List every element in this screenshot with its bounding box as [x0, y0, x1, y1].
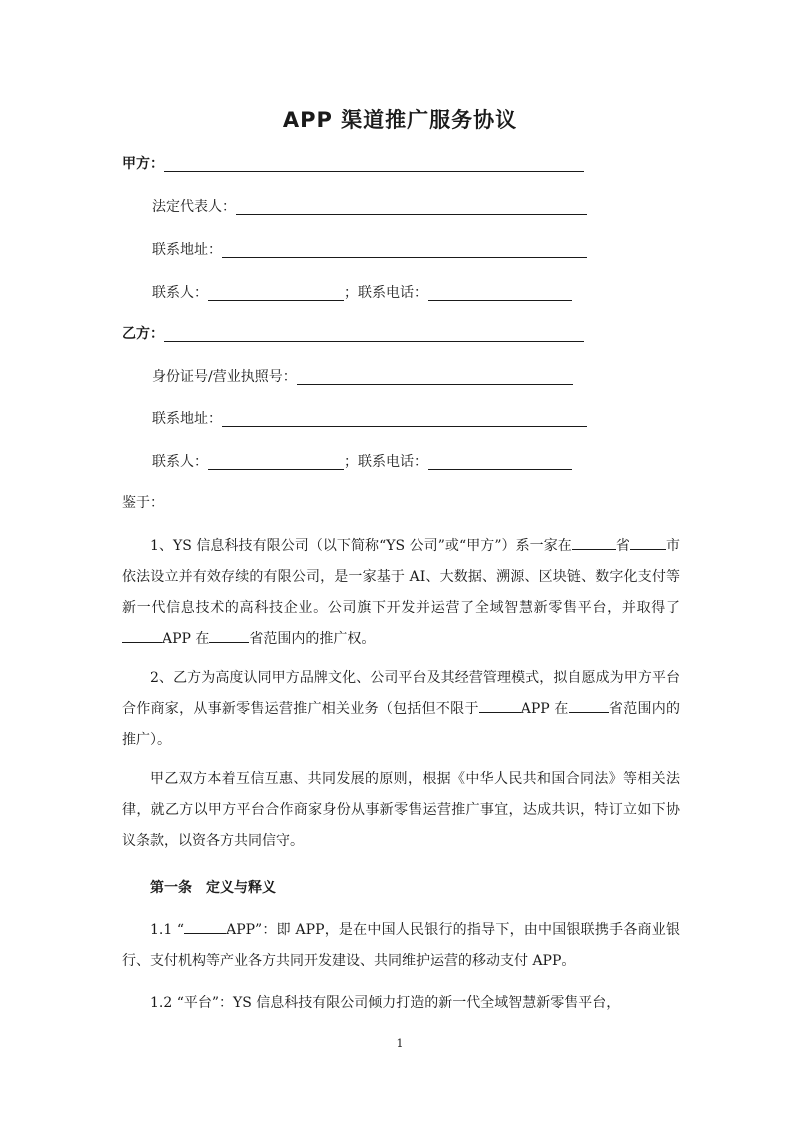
party-b-address-blank: [222, 409, 587, 427]
clause2-province-blank: [569, 698, 609, 713]
party-a-address-row: [152, 239, 587, 261]
province-blank: [572, 535, 616, 550]
document-title: APP 渠道推广服务协议: [282, 108, 518, 132]
page-number: 1: [396, 1037, 404, 1050]
party-b-label: 乙方：: [122, 326, 164, 342]
clause1-text-c: 市依法设立并有效存续的有限公司，是一家基于 AI、大数据、溯源、区块链、数字化支付等新一代信息技术的高科技企业。公司旗下开发并运营了全域智慧新零售平台，并取得了: [122, 538, 681, 616]
party-a-row: [122, 153, 584, 175]
clause1-text-e: 省范围内的推广权。: [249, 631, 376, 647]
article-1-heading: 第一条 定义与释义: [150, 880, 276, 896]
clause2-text-b: APP 在: [520, 701, 569, 717]
city-blank: [630, 535, 666, 550]
party-b-contact-row: [152, 451, 572, 473]
definition-1-1: [122, 915, 680, 977]
party-a-contact-blank: [208, 283, 344, 301]
party-b-address-label: 联系地址：: [152, 411, 222, 427]
party-a-contact-label: 联系人：: [152, 285, 208, 301]
clause1-text-d: APP 在: [162, 631, 210, 647]
party-a-address-label: 联系地址：: [152, 242, 222, 258]
id-license-blank: [297, 367, 573, 385]
clause1-text-b: 省: [615, 538, 630, 554]
def-1-1-text-a: 1.1 “: [150, 922, 185, 938]
party-a-label: 甲方：: [122, 156, 164, 172]
party-b-contact-label: 联系人：: [152, 454, 208, 470]
party-a-legal-rep-row: [152, 196, 587, 218]
party-b-blank: [164, 324, 584, 342]
party-b-address-row: [152, 408, 587, 430]
promo-province-blank: [209, 628, 249, 643]
party-a-phone-blank: [428, 283, 572, 301]
legal-rep-blank: [236, 197, 587, 215]
party-a-blank: [164, 154, 584, 172]
party-a-contact-row: [152, 282, 572, 304]
whereas-clause-2: [122, 663, 680, 756]
party-b-phone-label: ；联系电话：: [344, 454, 428, 470]
id-license-label: 身份证号/营业执照号：: [152, 369, 297, 385]
def-1-1-app-blank: [184, 919, 226, 934]
clause2-text-c: 省范围内的推广）。: [122, 701, 680, 748]
party-b-contact-blank: [208, 452, 344, 470]
agreement-intro-paragraph: 甲乙双方本着互信互惠、共同发展的原则，根据《中华人民共和国合同法》等相关法律，就乙方以甲方平台合作商家身份从事新零售运营推广事宜，达成共识，特订立如下协议条款，以资各方共同信守。: [122, 771, 680, 849]
party-b-phone-blank: [428, 452, 572, 470]
whereas-clause-1: [122, 531, 680, 655]
legal-rep-label: 法定代表人：: [152, 199, 236, 215]
clause2-text-a: 2、乙方为高度认同甲方品牌文化、公司平台及其经营管理模式，拟自愿成为甲方平台合作商家，从事新零售运营推广相关业务（包括但不限于: [122, 670, 680, 717]
def-1-1-text-b: APP”：即 APP，是在中国人民银行的指导下，由中国银联携手各商业银行、支付机构等产业各方共同开发建设、共同维护运营的移动支付 APP。: [122, 922, 680, 969]
party-a-phone-label: ；联系电话：: [344, 285, 428, 301]
clause1-text-a: 1、YS 信息科技有限公司（以下简称“YS 公司”或“甲方”）系一家在: [150, 538, 572, 554]
definition-1-2: 1.2 “平台”：YS 信息科技有限公司倾力打造的新一代全域智慧新零售平台，: [150, 995, 621, 1011]
whereas-label: 鉴于：: [122, 495, 164, 511]
party-a-address-blank: [222, 240, 587, 258]
clause2-app-blank: [479, 698, 521, 713]
party-b-id-row: [152, 366, 573, 388]
app-name-blank: [122, 628, 162, 643]
party-b-row: [122, 323, 584, 345]
